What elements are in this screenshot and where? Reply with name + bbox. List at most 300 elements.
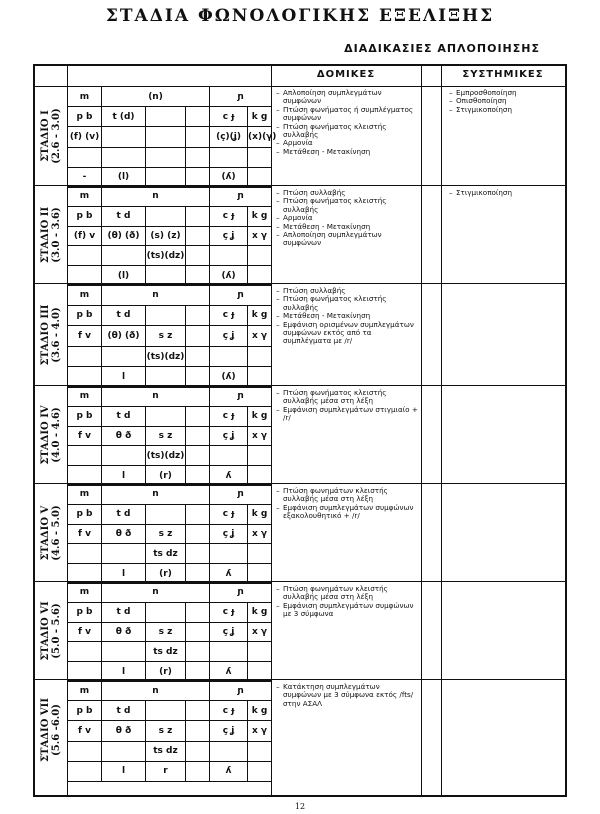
systemic-process-item: – Εμπροσθοποίηση xyxy=(449,89,561,97)
grid-cell: (l) xyxy=(102,167,146,187)
grid-cell: s z xyxy=(146,524,186,544)
grid-cell: l xyxy=(102,662,146,682)
grid-cell xyxy=(102,642,146,662)
grid-cell xyxy=(248,564,272,584)
grid-cell xyxy=(146,266,186,286)
grid-cell xyxy=(186,642,210,662)
grid-cell xyxy=(186,246,210,266)
grid-cell xyxy=(248,544,272,564)
grid-cell: ç ʝ xyxy=(210,622,248,642)
grid-cell: x γ xyxy=(248,524,272,544)
grid-cell: f v xyxy=(68,524,102,544)
grid-row xyxy=(68,206,272,226)
grid-cell: ɲ xyxy=(210,187,272,207)
grid-cell: s z xyxy=(146,721,186,741)
grid-cell: c ɟ xyxy=(210,406,248,426)
grid-cell: s z xyxy=(146,326,186,347)
grid-cell: p b xyxy=(68,602,102,622)
stage-block xyxy=(35,284,565,386)
structural-process-item: – Απλοποίηση συμπλεγμάτων συμφώνων xyxy=(276,89,418,106)
grid-cell: t (d) xyxy=(102,107,146,127)
stage-ages: (2.6 - 3.0) xyxy=(51,107,62,164)
grid-row xyxy=(68,406,272,426)
page-number: 12 xyxy=(294,802,306,811)
grid-cell: m xyxy=(68,681,102,701)
grid-cell xyxy=(186,305,210,326)
grid-cell xyxy=(186,701,210,721)
stages-table xyxy=(33,64,567,797)
grid-cell: c ɟ xyxy=(210,305,248,326)
grid-row xyxy=(68,346,272,367)
grid-cell: k g xyxy=(248,701,272,721)
grid-cell: (l) xyxy=(102,266,146,286)
stage-name: ΣΤΑΔΙΟ V xyxy=(40,505,51,560)
stage-block xyxy=(35,582,565,680)
grid-cell: p b xyxy=(68,206,102,226)
grid-cell xyxy=(248,367,272,388)
grid-row xyxy=(68,642,272,662)
grid-cell xyxy=(102,127,146,147)
stage-label xyxy=(35,386,67,483)
grid-cell: (ʎ) xyxy=(210,367,248,388)
grid-cell: (r) xyxy=(146,564,186,584)
structural-process-item: – Απλοποίηση συμπλεγμάτων συμφώνων xyxy=(276,231,418,248)
stages-body xyxy=(35,86,565,795)
systemic-processes xyxy=(449,89,561,114)
grid-cell xyxy=(248,346,272,367)
structural-process-item: – Πτώση φωνήματος κλειστής συλλαβής xyxy=(276,123,418,140)
grid-row xyxy=(68,564,272,584)
grid-cell: (θ) (ð) xyxy=(102,226,146,246)
stage-ages: (4.6 - 5.0) xyxy=(51,504,62,561)
grid-cell: k g xyxy=(248,504,272,524)
grid-cell: ɲ xyxy=(210,681,272,701)
grid-cell xyxy=(248,246,272,266)
grid-row xyxy=(68,226,272,246)
grid-cell xyxy=(186,761,210,781)
grid-cell: c ɟ xyxy=(210,701,248,721)
structural-process-item: – Πτώση φωνήματος ή συμπλέγματος συμφώνων xyxy=(276,106,418,123)
stage-ages: (4.0 - 4.6) xyxy=(51,406,62,463)
divider-label xyxy=(67,66,68,795)
grid-cell xyxy=(248,642,272,662)
grid-cell xyxy=(186,266,210,286)
grid-cell xyxy=(186,226,210,246)
structural-process-item: – Εμφάνιση συμπλεγμάτων συμφώνων με 3 σύμφωνα xyxy=(276,602,418,619)
grid-cell xyxy=(68,367,102,388)
grid-cell: f v xyxy=(68,721,102,741)
structural-process-item: – Αρμονία xyxy=(276,139,418,147)
grid-row xyxy=(68,127,272,147)
grid-cell: x γ xyxy=(248,426,272,446)
grid-cell xyxy=(68,346,102,367)
grid-cell: (ʎ) xyxy=(210,167,248,187)
grid-cell: (ts)(dz) xyxy=(146,346,186,367)
grid-cell: f v xyxy=(68,622,102,642)
grid-cell xyxy=(186,504,210,524)
grid-cell xyxy=(186,367,210,388)
structural-process-item: – Μετάθεση - Μετακίνηση xyxy=(276,148,418,156)
grid-cell: c ɟ xyxy=(210,206,248,226)
phoneme-grid xyxy=(67,582,272,682)
grid-cell xyxy=(146,167,186,187)
grid-cell xyxy=(68,266,102,286)
grid-cell: ç ʝ xyxy=(210,426,248,446)
stage-block xyxy=(35,386,565,484)
grid-cell xyxy=(146,206,186,226)
grid-cell: t d xyxy=(102,406,146,426)
grid-row xyxy=(68,187,272,207)
grid-cell: f v xyxy=(68,426,102,446)
page-subtitle: ΔΙΑΔΙΚΑΣΙΕΣ ΑΠΛΟΠΟΙΗΣΗΣ xyxy=(344,42,540,55)
grid-cell: (f) (v) xyxy=(68,127,102,147)
grid-cell: c ɟ xyxy=(210,107,248,127)
grid-cell: ç ʝ xyxy=(210,326,248,347)
grid-row xyxy=(68,721,272,741)
grid-cell xyxy=(186,544,210,564)
grid-cell xyxy=(186,127,210,147)
grid-cell xyxy=(146,602,186,622)
structural-process-item: – Κατάκτηση συμπλεγμάτων συμφώνων με 3 σύμφωνα εκτός /fts/στην ΑΣΑΛ xyxy=(276,683,418,708)
grid-cell: m xyxy=(68,583,102,603)
systemic-process-item: – Στιγμικοποίηση xyxy=(449,189,561,197)
grid-cell: c ɟ xyxy=(210,504,248,524)
systemic-process-item: – Οπισθοποίηση xyxy=(449,97,561,105)
grid-row xyxy=(68,446,272,466)
grid-cell xyxy=(68,761,102,781)
grid-cell xyxy=(210,544,248,564)
structural-processes xyxy=(276,683,418,708)
grid-row xyxy=(68,583,272,603)
grid-cell: n xyxy=(102,485,210,505)
phoneme-grid xyxy=(67,680,272,782)
grid-cell: p b xyxy=(68,107,102,127)
page-title: ΣΤΑΔΙΑ ΦΩΝΟΛΟΓΙΚΗΣ ΕΞΕΛΙΞΗΣ xyxy=(105,6,495,26)
grid-row xyxy=(68,524,272,544)
table-header-row xyxy=(35,66,565,87)
grid-cell xyxy=(186,346,210,367)
grid-cell: θ ð xyxy=(102,622,146,642)
grid-cell xyxy=(186,662,210,682)
grid-cell: s z xyxy=(146,426,186,446)
stage-name: ΣΤΑΔΙΟ Ι xyxy=(40,109,51,162)
grid-row xyxy=(68,107,272,127)
structural-process-item: – Πτώση φωνήματος κλειστής συλλαβής xyxy=(276,197,418,214)
structural-process-item: – Πτώση φωνημάτων κλειστής συλλαβής μέσα στη λέξη xyxy=(276,487,418,504)
grid-row xyxy=(68,701,272,721)
stage-block xyxy=(35,186,565,284)
structural-process-item: – Μετάθεση - Μετακίνηση xyxy=(276,312,418,320)
structural-processes xyxy=(276,287,418,346)
grid-cell xyxy=(146,127,186,147)
grid-row xyxy=(68,544,272,564)
stage-ages: (5.0 - 5.6) xyxy=(51,602,62,659)
grid-cell: ç ʝ xyxy=(210,226,248,246)
grid-cell: ɲ xyxy=(210,285,272,306)
stage-name: ΣΤΑΔΙΟ VΙΙ xyxy=(40,697,51,763)
stage-ages: (3.0 - 3.6) xyxy=(51,206,62,263)
structural-processes xyxy=(276,487,418,521)
grid-cell xyxy=(210,246,248,266)
grid-row xyxy=(68,741,272,761)
grid-cell: l xyxy=(102,564,146,584)
structural-process-item: – Πτώση συλλαβής xyxy=(276,287,418,295)
grid-cell: (n) xyxy=(102,87,210,107)
grid-cell xyxy=(210,147,248,167)
grid-cell: m xyxy=(68,87,102,107)
grid-cell xyxy=(248,741,272,761)
header-structural: ΔΟΜΙΚΕΣ xyxy=(316,69,376,80)
grid-cell: n xyxy=(102,681,210,701)
grid-cell: (r) xyxy=(146,662,186,682)
grid-cell: t d xyxy=(102,305,146,326)
grid-cell: n xyxy=(102,387,210,407)
grid-cell xyxy=(186,426,210,446)
grid-row xyxy=(68,367,272,388)
grid-cell: θ ð xyxy=(102,721,146,741)
grid-cell: x γ xyxy=(248,226,272,246)
grid-cell xyxy=(146,504,186,524)
grid-row xyxy=(68,266,272,286)
grid-cell: (r) xyxy=(146,466,186,486)
grid-cell xyxy=(248,167,272,187)
grid-cell xyxy=(210,346,248,367)
grid-cell: ts dz xyxy=(146,642,186,662)
grid-row xyxy=(68,622,272,642)
grid-cell: θ ð xyxy=(102,426,146,446)
grid-cell: l xyxy=(102,466,146,486)
grid-cell xyxy=(102,446,146,466)
header-systemic: ΣΥΣΤΗΜΙΚΕΣ xyxy=(462,69,544,80)
stage-label xyxy=(35,284,67,385)
grid-cell: m xyxy=(68,485,102,505)
grid-cell xyxy=(102,246,146,266)
structural-process-item: – Εμφάνιση ορισμένων συμπλεγμάτων συμφώνων εκτός από τα συμπλέγματα με /r/ xyxy=(276,321,418,346)
grid-cell: t d xyxy=(102,206,146,226)
grid-row xyxy=(68,662,272,682)
grid-cell xyxy=(68,564,102,584)
structural-processes xyxy=(276,189,418,248)
grid-row xyxy=(68,167,272,187)
grid-cell: ts dz xyxy=(146,741,186,761)
grid-cell: c ɟ xyxy=(210,602,248,622)
systemic-process-item: – Στιγμικοποίηση xyxy=(449,106,561,114)
grid-cell: n xyxy=(102,187,210,207)
grid-row xyxy=(68,326,272,347)
grid-cell xyxy=(68,466,102,486)
grid-cell xyxy=(210,446,248,466)
grid-cell: ʎ xyxy=(210,761,248,781)
grid-cell xyxy=(186,524,210,544)
grid-cell xyxy=(186,167,210,187)
grid-cell xyxy=(186,206,210,226)
structural-process-item: – Μετάθεση - Μετακίνηση xyxy=(276,223,418,231)
structural-process-item: – Πτώση συλλαβής xyxy=(276,189,418,197)
grid-cell: (ç)(ʝ) xyxy=(210,127,248,147)
structural-process-item: – Πτώση φωνημάτων κλειστής συλλαβής μέσα στη λέξη xyxy=(276,585,418,602)
grid-cell: s z xyxy=(146,622,186,642)
grid-row xyxy=(68,466,272,486)
grid-cell: - xyxy=(68,167,102,187)
grid-cell: k g xyxy=(248,305,272,326)
grid-cell xyxy=(186,622,210,642)
grid-cell xyxy=(102,544,146,564)
grid-cell: x γ xyxy=(248,326,272,347)
phoneme-grid xyxy=(67,284,272,388)
grid-cell xyxy=(68,246,102,266)
stage-label xyxy=(35,186,67,283)
stage-ages: (3.6 - 4.0) xyxy=(51,306,62,363)
grid-cell: p b xyxy=(68,305,102,326)
grid-cell xyxy=(248,266,272,286)
grid-cell: ts dz xyxy=(146,544,186,564)
stage-name: ΣΤΑΔΙΟ ΙV xyxy=(40,404,51,465)
grid-row xyxy=(68,87,272,107)
grid-cell xyxy=(186,326,210,347)
grid-row xyxy=(68,761,272,781)
phoneme-grid xyxy=(67,386,272,486)
grid-row xyxy=(68,602,272,622)
stage-label xyxy=(35,484,67,581)
grid-cell xyxy=(186,107,210,127)
grid-cell: ç ʝ xyxy=(210,524,248,544)
grid-cell xyxy=(248,446,272,466)
grid-cell xyxy=(186,446,210,466)
grid-cell: ʎ xyxy=(210,662,248,682)
structural-processes xyxy=(276,89,418,156)
grid-cell xyxy=(68,642,102,662)
grid-cell: p b xyxy=(68,701,102,721)
grid-cell xyxy=(102,741,146,761)
grid-cell xyxy=(146,107,186,127)
grid-cell xyxy=(186,466,210,486)
grid-cell: k g xyxy=(248,107,272,127)
grid-cell xyxy=(146,406,186,426)
grid-cell: (ts)(dz) xyxy=(146,446,186,466)
divider-narrow xyxy=(441,66,442,795)
grid-cell: (ts)(dz) xyxy=(146,246,186,266)
grid-cell xyxy=(248,662,272,682)
grid-cell: t d xyxy=(102,602,146,622)
grid-cell: x γ xyxy=(248,721,272,741)
grid-cell: (θ) (ð) xyxy=(102,326,146,347)
grid-cell xyxy=(68,446,102,466)
stage-label xyxy=(35,86,67,185)
phoneme-grid xyxy=(67,186,272,286)
grid-cell: ɲ xyxy=(210,583,272,603)
systemic-processes xyxy=(449,189,561,197)
grid-cell: m xyxy=(68,187,102,207)
stage-name: ΣΤΑΔΙΟ ΙΙ xyxy=(40,206,51,263)
stage-name: ΣΤΑΔΙΟ VΙ xyxy=(40,600,51,661)
stage-block xyxy=(35,86,565,186)
grid-cell: r xyxy=(146,761,186,781)
grid-cell: (f) v xyxy=(68,226,102,246)
grid-row xyxy=(68,305,272,326)
structural-process-item: – Πτώση φωνήματος κλειστής συλλαβής μέσα στη λέξη xyxy=(276,389,418,406)
grid-cell: k g xyxy=(248,206,272,226)
grid-cell xyxy=(146,305,186,326)
phoneme-grid xyxy=(67,484,272,584)
grid-cell: f v xyxy=(68,326,102,347)
grid-cell: ɲ xyxy=(210,485,272,505)
grid-cell: k g xyxy=(248,406,272,426)
grid-cell xyxy=(102,147,146,167)
grid-cell xyxy=(146,367,186,388)
structural-process-item: – Εμφάνιση συμπλεγμάτων στιγμιαίο + /r/ xyxy=(276,406,418,423)
grid-cell xyxy=(248,147,272,167)
grid-cell xyxy=(68,741,102,761)
structural-processes xyxy=(276,389,418,423)
grid-cell xyxy=(102,346,146,367)
stage-block xyxy=(35,680,565,780)
grid-row xyxy=(68,387,272,407)
grid-cell: (s) (z) xyxy=(146,226,186,246)
grid-cell: l xyxy=(102,367,146,388)
grid-row xyxy=(68,681,272,701)
structural-processes xyxy=(276,585,418,619)
grid-row xyxy=(68,285,272,306)
grid-cell: k g xyxy=(248,602,272,622)
grid-cell xyxy=(186,721,210,741)
grid-cell: t d xyxy=(102,701,146,721)
grid-cell: ɲ xyxy=(210,387,272,407)
structural-process-item: – Αρμονία xyxy=(276,214,418,222)
stage-label xyxy=(35,680,67,780)
divider-grid xyxy=(271,66,272,795)
grid-cell xyxy=(186,406,210,426)
grid-cell xyxy=(68,662,102,682)
grid-cell: p b xyxy=(68,406,102,426)
grid-cell xyxy=(210,642,248,662)
grid-cell: ɲ xyxy=(210,87,272,107)
grid-cell: ʎ xyxy=(210,466,248,486)
stage-ages: (5.6 -6.0) xyxy=(51,704,62,756)
grid-row xyxy=(68,426,272,446)
grid-cell: ç ʝ xyxy=(210,721,248,741)
grid-cell xyxy=(186,602,210,622)
structural-process-item: – Πτώση φωνήματος κλειστής συλλαβής xyxy=(276,295,418,312)
grid-cell: n xyxy=(102,285,210,306)
grid-cell xyxy=(248,761,272,781)
grid-cell xyxy=(186,741,210,761)
stage-block xyxy=(35,484,565,582)
grid-cell: θ ð xyxy=(102,524,146,544)
stage-name: ΣΤΑΔΙΟ ΙΙΙ xyxy=(40,304,51,365)
grid-row xyxy=(68,147,272,167)
phoneme-grid xyxy=(67,86,277,188)
grid-cell: t d xyxy=(102,504,146,524)
stage-label xyxy=(35,582,67,679)
grid-cell: l xyxy=(102,761,146,781)
grid-cell xyxy=(248,466,272,486)
grid-cell: m xyxy=(68,285,102,306)
grid-row xyxy=(68,485,272,505)
divider-structural xyxy=(421,66,422,795)
grid-cell xyxy=(186,147,210,167)
grid-cell xyxy=(146,701,186,721)
grid-cell: ʎ xyxy=(210,564,248,584)
grid-cell: m xyxy=(68,387,102,407)
grid-cell xyxy=(146,147,186,167)
grid-cell: n xyxy=(102,583,210,603)
grid-cell xyxy=(68,544,102,564)
grid-row xyxy=(68,246,272,266)
grid-cell xyxy=(186,564,210,584)
grid-cell: (x)(γ) xyxy=(248,127,272,147)
grid-cell xyxy=(68,147,102,167)
grid-cell: p b xyxy=(68,504,102,524)
